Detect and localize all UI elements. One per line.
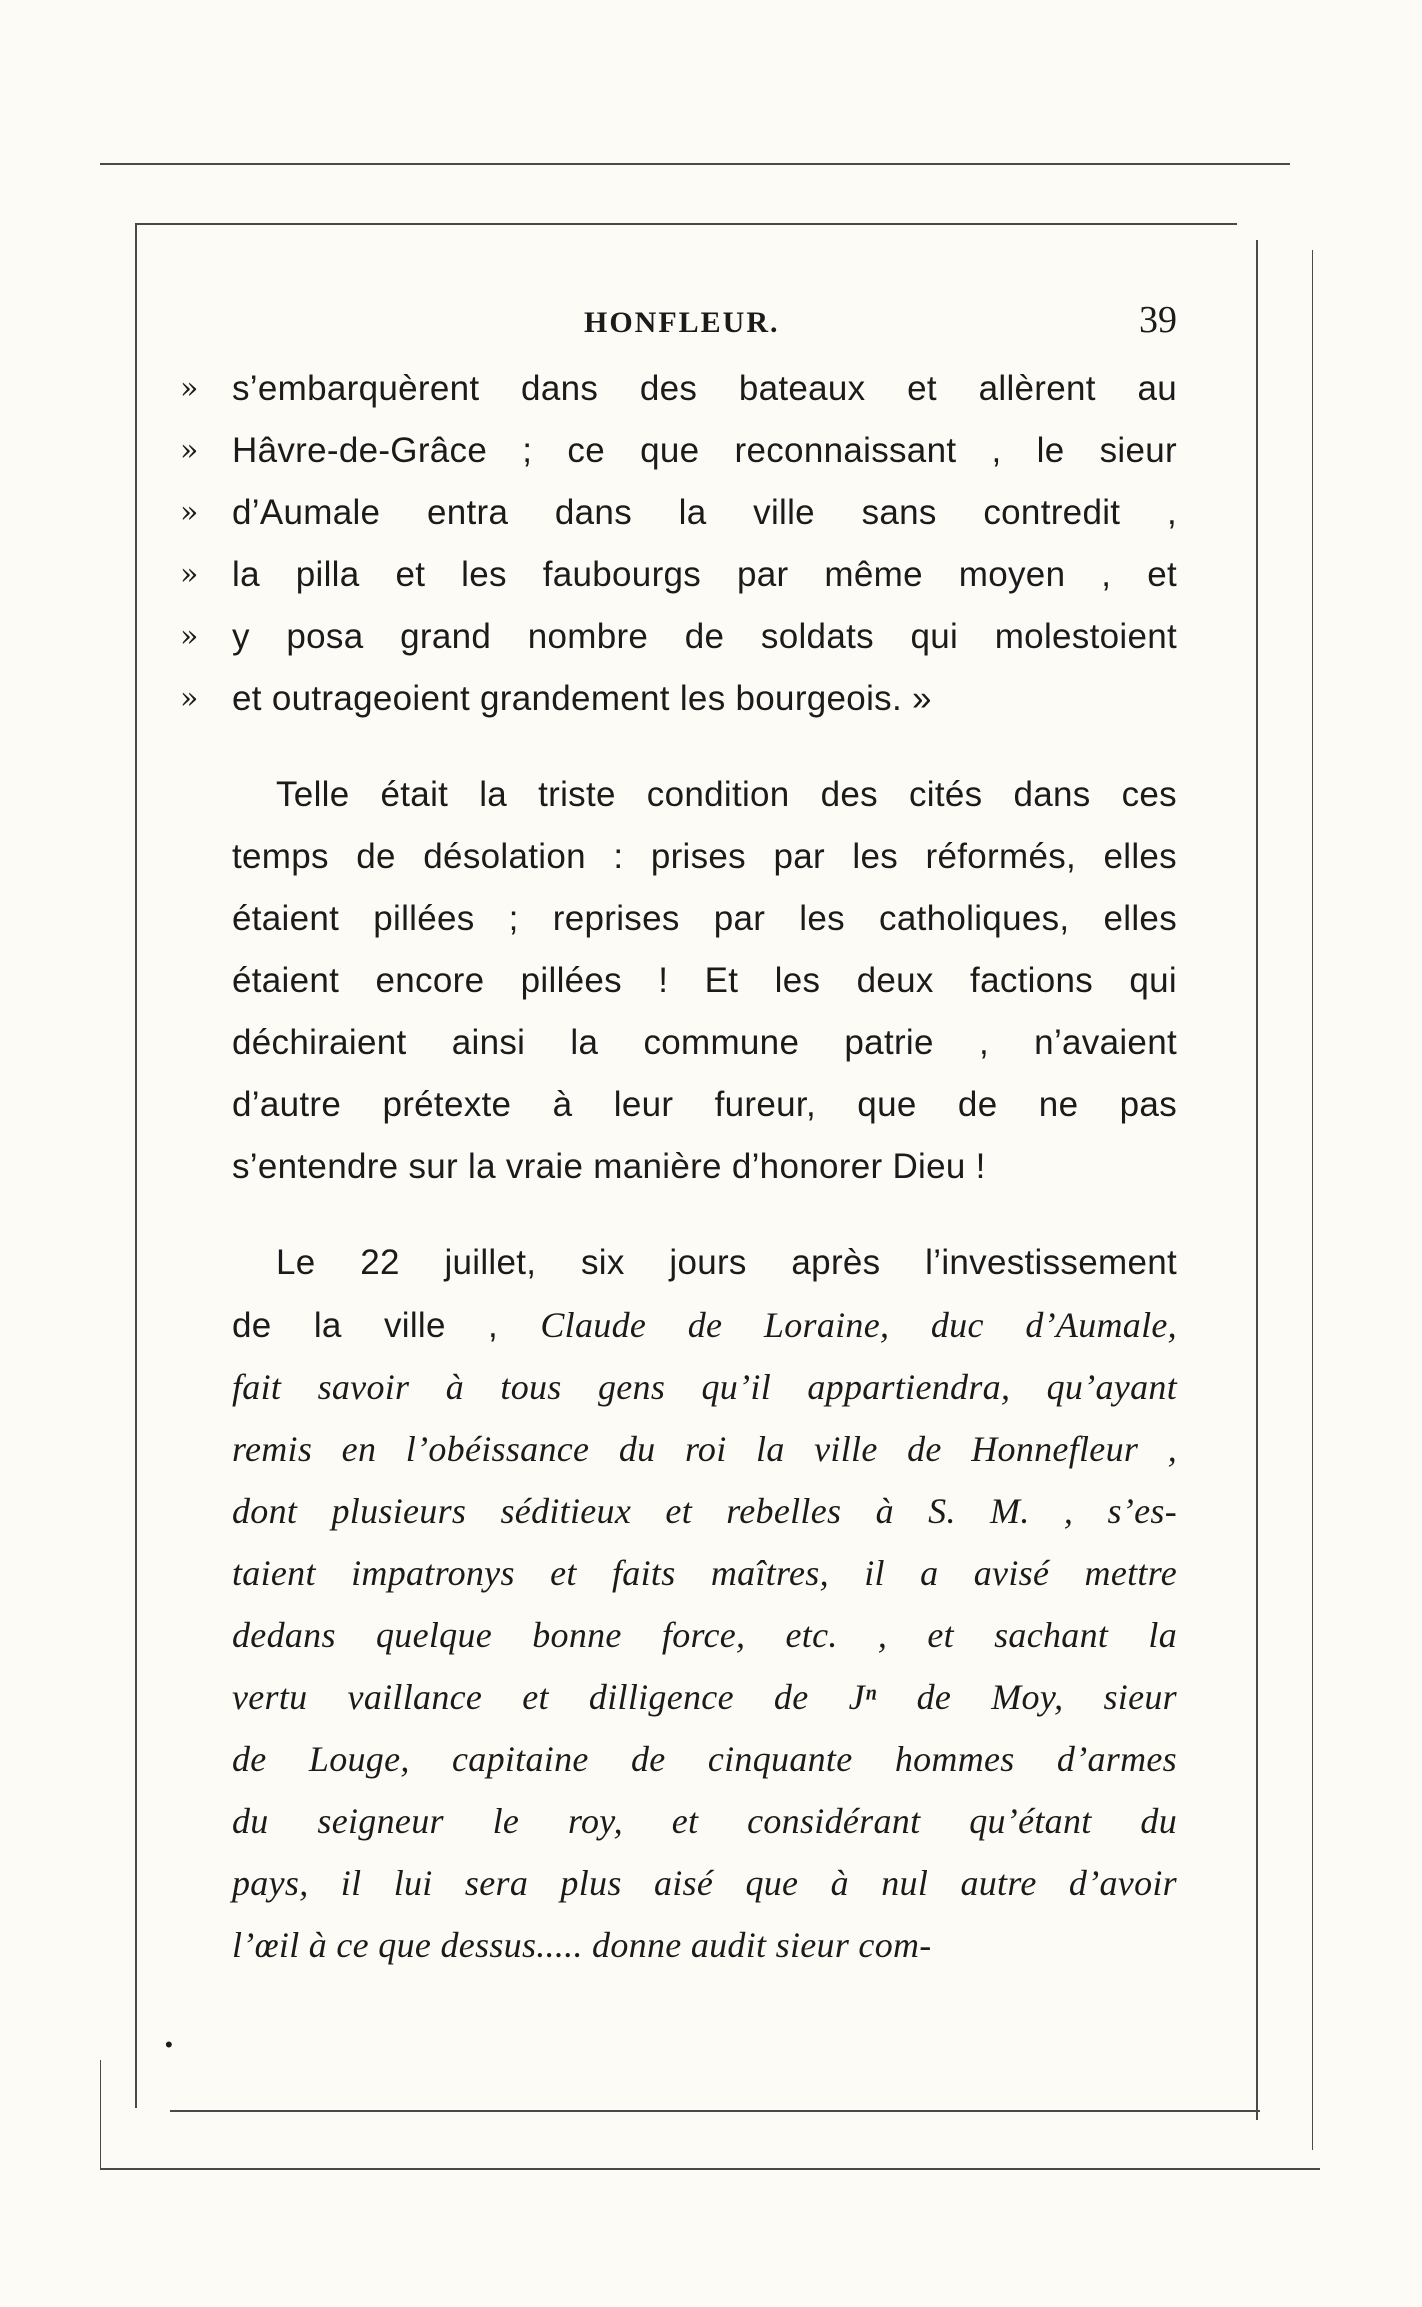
quotation-block: [180, 358, 1177, 730]
paragraph-2: [232, 1232, 1177, 1976]
text-line: Le 22 juillet, six jours après l’investissement: [276, 1243, 1177, 1282]
quote-mark: »: [180, 433, 199, 468]
quote-text: y posa grand nombre de soldats qui molestoient: [232, 617, 1177, 656]
frame-outer-left-rule: [100, 2060, 101, 2170]
quote-text: la pilla et les faubourgs par même moyen , et: [232, 555, 1177, 594]
italic-line: fait savoir à tous gens qu’il appartiendra, qu’ayant: [232, 1367, 1177, 1407]
text-line: temps de désolation : prises par les réformés, elles: [232, 837, 1177, 876]
text-line: d’autre prétexte à leur fureur, que de ne pas: [232, 1085, 1177, 1124]
page-number: 39: [1139, 299, 1177, 341]
quote-mark: »: [180, 619, 199, 654]
italic-line: dedans quelque bonne force, etc. , et sachant la: [232, 1615, 1177, 1655]
frame-right-rule: [1256, 240, 1258, 2120]
quote-text: et outrageoient grandement les bourgeois. »: [232, 679, 932, 718]
frame-inner-top-rule: [135, 223, 1237, 225]
text-line-mixed: [232, 1294, 1177, 1356]
text-line: étaient pillées ; reprises par les catholiques, elles: [232, 899, 1177, 938]
running-header: [232, 290, 1177, 350]
italic-line: taient impatronys et faits maîtres, il a avisé mettre: [232, 1553, 1177, 1593]
frame-outer-right-rule: [1312, 250, 1313, 2150]
roman-text: de la ville ,: [232, 1306, 541, 1345]
italic-line: remis en l’obéissance du roi la ville de Honnefleur ,: [232, 1429, 1177, 1469]
italic-line: vertu vaillance et dilligence de Jⁿ de Moy, sieur: [232, 1677, 1177, 1717]
quote-line: [180, 482, 1177, 544]
text-line: déchiraient ainsi la commune patrie , n’avaient: [232, 1023, 1177, 1062]
book-page: [180, 290, 1177, 1976]
italic-line: du seigneur le roy, et considérant qu’étant du: [232, 1801, 1177, 1841]
text-line: s’entendre sur la vraie manière d’honorer Dieu !: [232, 1147, 986, 1186]
running-title: HONFLEUR.: [584, 306, 780, 339]
quote-text: d’Aumale entra dans la ville sans contredit ,: [232, 493, 1177, 532]
italic-line: dont plusieurs séditieux et rebelles à S. M. , s’es-: [232, 1491, 1177, 1531]
frame-bottom-rule: [170, 2110, 1260, 2112]
frame-outer-bottom-rule: [100, 2168, 1320, 2170]
frame-top-rule: [100, 163, 1290, 165]
quote-line: [180, 358, 1177, 420]
quote-line: [180, 606, 1177, 668]
italic-line: pays, il lui sera plus aisé que à nul autre d’avoir: [232, 1863, 1177, 1903]
text-line: Telle était la triste condition des cités dans ces: [276, 775, 1177, 814]
quote-mark: »: [180, 495, 199, 530]
quote-mark: »: [180, 557, 199, 592]
quote-text: Hâvre-de-Grâce ; ce que reconnaissant , le sieur: [232, 431, 1177, 470]
quote-line: [180, 544, 1177, 606]
text-line: étaient encore pillées ! Et les deux factions qui: [232, 961, 1177, 1000]
quote-line: [180, 420, 1177, 482]
quote-text: s’embarquèrent dans des bateaux et allèrent au: [232, 369, 1177, 408]
italic-line: l’œil à ce que dessus..... donne audit sieur com-: [232, 1925, 932, 1965]
quote-mark: »: [180, 371, 199, 406]
paragraph-1: [232, 764, 1177, 1198]
ink-speck: •: [165, 2032, 173, 2057]
italic-line: de Louge, capitaine de cinquante hommes d’armes: [232, 1739, 1177, 1779]
quote-line: [180, 668, 1177, 730]
frame-left-rule: [135, 223, 137, 2108]
italic-text: Claude de Loraine, duc d’Aumale,: [540, 1305, 1177, 1345]
quote-mark: »: [180, 681, 199, 716]
